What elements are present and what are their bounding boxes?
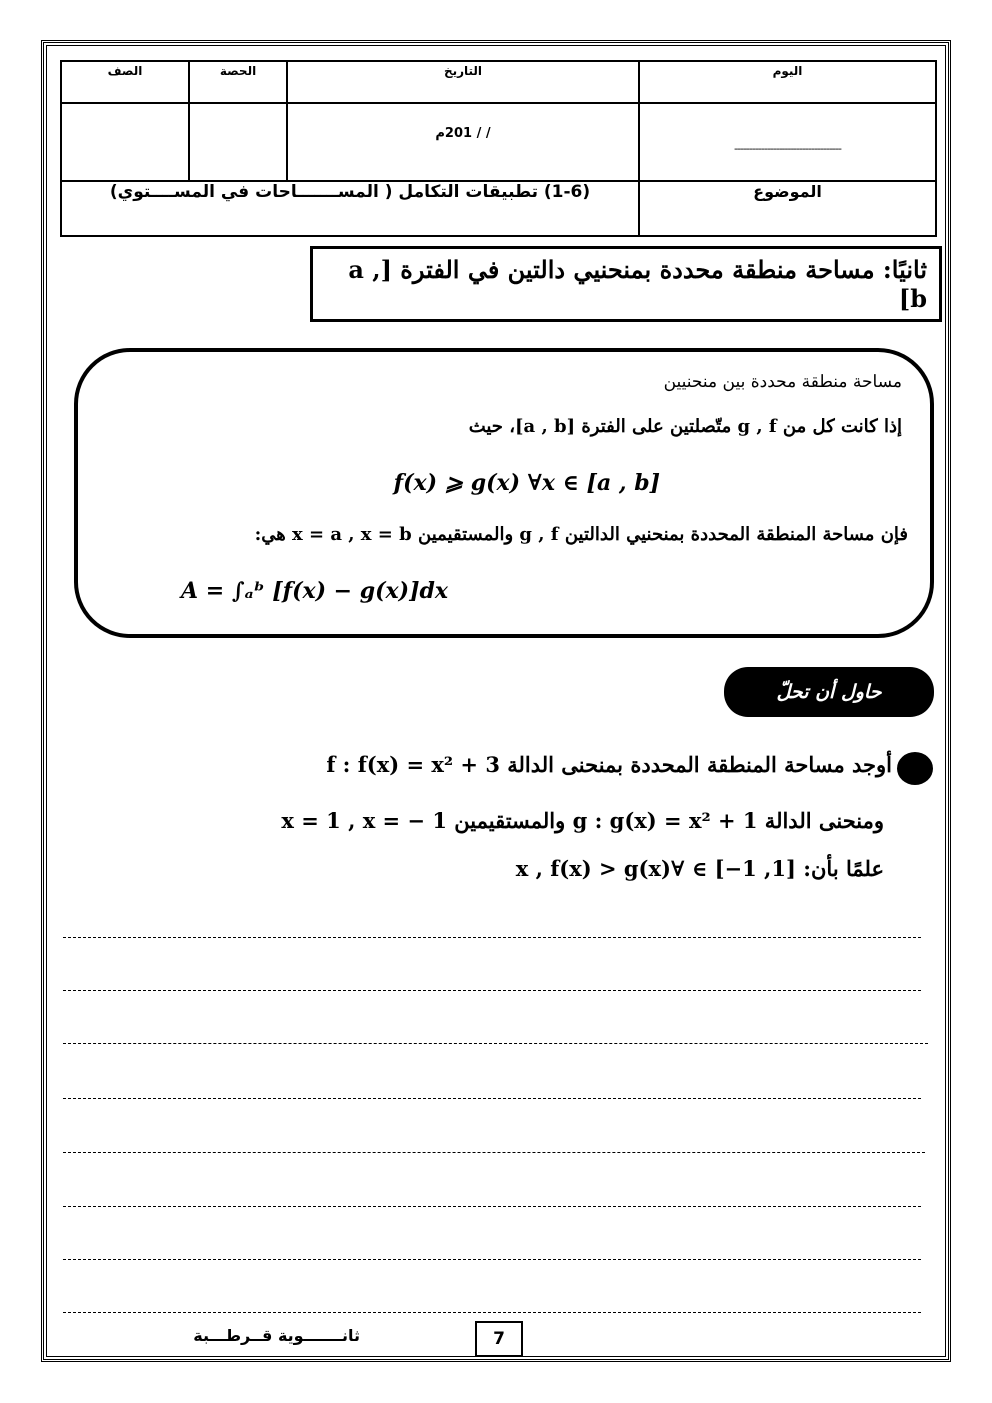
definition-statement: فإن مساحة المنطقة المحددة بمنحنيي الدالتين g , f والمستقيمين x = a , x = b هي: [254, 524, 908, 545]
day-header: اليوم [639, 61, 936, 103]
exercise-line-3: علمًا بأن: [1, 1−] ∋ ∀x , f(x) > g(x) [515, 856, 884, 881]
header-table [60, 60, 937, 237]
definition-heading: مساحة منطقة محددة بين منحنيين [663, 372, 902, 392]
class-header: الصف [61, 61, 189, 103]
definition-inequality: f(x) ⩾ g(x) ∀x ∈ [a , b] [393, 470, 660, 496]
section-title: ثانيًا: مساحة منطقة محددة بمنحنيي دالتين في الفترة [a , b] [310, 246, 942, 322]
period-cell[interactable] [189, 103, 287, 181]
answer-line[interactable] [63, 1206, 921, 1207]
exercise-line-1: أوجد مساحة المنطقة المحددة بمنحنى الدالة f : f(x) = x² + 3 [326, 752, 892, 777]
class-cell[interactable] [61, 103, 189, 181]
answer-line[interactable] [63, 1259, 921, 1260]
answer-line[interactable] [63, 937, 921, 938]
school-name: ثانـــــــوية قــرطـــبة [193, 1326, 360, 1345]
page-number: 7 [475, 1321, 523, 1357]
date-header: التاريخ [287, 61, 639, 103]
period-header: الحصة [189, 61, 287, 103]
answer-line[interactable] [63, 1098, 921, 1099]
answer-line[interactable] [63, 1312, 921, 1313]
answer-line[interactable] [63, 990, 921, 991]
answer-line[interactable] [63, 1043, 928, 1044]
subject-label-cell: الموضوع [639, 181, 936, 236]
day-cell[interactable]: ------------------------------------ [639, 103, 936, 181]
exercise-line-2: ومنحنى الدالة g : g(x) = x² + 1 والمستقيمين x = 1 , x = − 1 [281, 808, 884, 833]
definition-condition: إذا كانت كل من g , f متّصلتين على الفترة [a , b]، حيث [468, 416, 902, 437]
bullet-icon [897, 752, 933, 785]
definition-box [74, 348, 934, 638]
date-cell[interactable]: / / 201م [287, 103, 639, 181]
subject-value-cell: (1-6) تطبيقات التكامل ( المســـــــاحات في المســــتوي) [61, 181, 639, 236]
area-formula: A = ∫ₐᵇ [f(x) − g(x)]dx [181, 578, 448, 604]
try-it-badge: حاول أن تحلّ [724, 667, 934, 717]
answer-line[interactable] [63, 1152, 925, 1153]
